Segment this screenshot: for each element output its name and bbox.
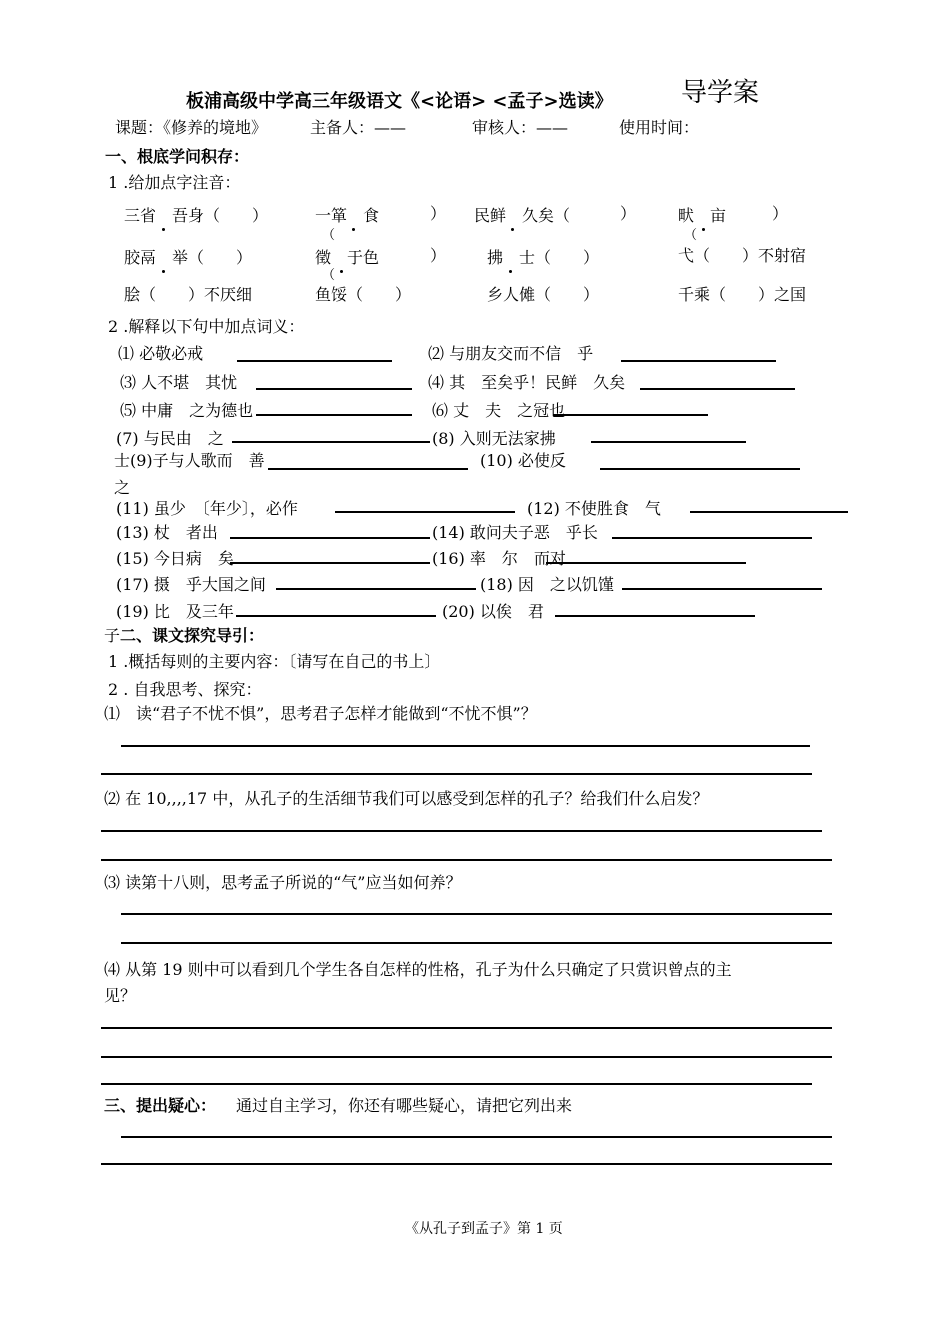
- answer-line[interactable]: [622, 588, 822, 590]
- section3-text: 通过自主学习，你还有哪些疑心，请把它列出来: [236, 1096, 573, 1115]
- definition-item: 子: [104, 626, 121, 645]
- answer-line[interactable]: [101, 830, 822, 832]
- answer-line[interactable]: [121, 913, 832, 915]
- definition-item: (16) 率 尔 而对: [432, 549, 566, 568]
- section2-q2: 2 . 自我思考、探究：: [108, 680, 262, 699]
- answer-line[interactable]: [101, 1056, 832, 1058]
- answer-line[interactable]: [230, 537, 430, 539]
- section2-q1: 1 .概括每则的主要内容：〔请写在自己的书上〕: [108, 652, 441, 671]
- emphasis-dot: [511, 228, 514, 231]
- definition-item: ⑴ 必敬必戒: [118, 344, 204, 363]
- page-footer: 《从孔子到孟子》第 1 页: [405, 1221, 563, 1237]
- definition-item: (19) 比 及三年: [116, 602, 234, 621]
- section2-heading: 二、课文探究导引：: [120, 626, 265, 645]
- answer-line[interactable]: [101, 859, 832, 861]
- section1-q1: 1 .给加点字注音：: [108, 173, 241, 192]
- answer-line[interactable]: [232, 441, 430, 443]
- emphasis-dot: [509, 270, 512, 273]
- meta-time: 使用时间：: [619, 118, 700, 137]
- page-title-tail: 导学案: [681, 78, 760, 108]
- meta-preparer: 主备人：——: [310, 118, 407, 137]
- pinyin-item: ）: [430, 246, 447, 265]
- definition-item: (17) 摄 乎大国之间: [116, 575, 266, 594]
- emphasis-dot: [352, 228, 355, 231]
- answer-line[interactable]: [101, 1027, 832, 1029]
- answer-line[interactable]: [600, 468, 800, 470]
- answer-line[interactable]: [690, 511, 848, 513]
- pinyin-item: 一箪 食: [315, 206, 380, 225]
- pinyin-item: 乡人傩（ ）: [487, 285, 600, 304]
- pinyin-item: （: [684, 228, 698, 243]
- answer-line[interactable]: [256, 388, 412, 390]
- definition-item: (12) 不使胜食 气: [527, 499, 661, 518]
- page-title: 板浦高级中学高三年级语文《<论语> <孟子>选读》: [186, 91, 613, 112]
- question-4: ⑷ 从第 19 则中可以看到几个学生各自怎样的性格，孔子为什么只确定了只赏识曾点的主: [104, 960, 732, 979]
- definition-item: (13) 杖 者出: [116, 523, 218, 542]
- answer-line[interactable]: [121, 942, 832, 944]
- meta-topic: 课题：《修养的境地》: [115, 118, 268, 137]
- emphasis-dot: [340, 270, 343, 273]
- answer-line[interactable]: [230, 562, 430, 564]
- definition-item: ⑹ 丈 夫 之冠也: [432, 401, 566, 420]
- pinyin-item: ）: [620, 204, 637, 223]
- question-3: ⑶ 读第十八则，思考孟子所说的“气”应当如何养？: [104, 873, 462, 892]
- pinyin-item: 弋（ ）不射宿: [678, 246, 807, 265]
- pinyin-item: 畎 亩: [678, 206, 727, 225]
- pinyin-item: ）: [430, 204, 447, 223]
- pinyin-item: 鱼馁（ ）: [315, 285, 412, 304]
- definition-item: (20) 以俟 君: [442, 602, 544, 621]
- definition-item: (11) 虽少 〔年少〕，必作: [116, 499, 298, 518]
- answer-line[interactable]: [237, 360, 392, 362]
- answer-line[interactable]: [268, 468, 468, 470]
- answer-line[interactable]: [236, 615, 436, 617]
- definition-item: ⑶ 人不堪 其忧: [120, 373, 238, 392]
- pinyin-item: 民鲜 久矣（: [474, 206, 571, 225]
- section3-heading: 三、提出疑心：: [104, 1096, 217, 1115]
- answer-line[interactable]: [546, 562, 746, 564]
- question-2: ⑵ 在 10,,,,17 中，从孔子的生活细节我们可以感受到怎样的孔子？给我们什么启发？: [104, 789, 709, 808]
- definition-item: 士(9)子与人歌而 善: [114, 451, 265, 470]
- answer-line[interactable]: [640, 388, 795, 390]
- emphasis-dot: [162, 270, 165, 273]
- emphasis-dot: [702, 228, 705, 231]
- definition-item: ⑸ 中庸 之为德也: [120, 401, 254, 420]
- answer-line[interactable]: [335, 511, 515, 513]
- definition-item: ⑷ 其 至矣乎！民鲜 久矣: [428, 373, 626, 392]
- definition-item: (18) 因 之以饥馑: [480, 575, 614, 594]
- answer-line[interactable]: [256, 414, 412, 416]
- answer-line[interactable]: [591, 441, 746, 443]
- pinyin-item: 徵 于色: [315, 248, 380, 267]
- definition-item: (8) 入则无法家拂: [432, 429, 556, 448]
- pinyin-item: 千乘（ ）之国: [678, 285, 807, 304]
- answer-line[interactable]: [621, 360, 776, 362]
- answer-line[interactable]: [101, 773, 812, 775]
- answer-line[interactable]: [276, 588, 476, 590]
- answer-line[interactable]: [101, 1163, 832, 1165]
- definition-item: (15) 今日病 矣: [116, 549, 234, 568]
- question-4-cont: 见？: [104, 986, 137, 1005]
- emphasis-dot: [162, 228, 165, 231]
- pinyin-item: 三省 吾身（ ）: [124, 206, 269, 225]
- question-1: ⑴ 读“君子不忧不惧”，思考君子怎样才能做到“不忧不惧”？: [104, 704, 537, 723]
- answer-line[interactable]: [553, 414, 708, 416]
- answer-line[interactable]: [612, 537, 812, 539]
- pinyin-item: 胶鬲 举（ ）: [124, 248, 253, 267]
- answer-line[interactable]: [555, 615, 755, 617]
- section1-q2: 2 .解释以下句中加点词义：: [108, 317, 305, 336]
- definition-item: 之: [114, 478, 131, 497]
- answer-line[interactable]: [101, 1083, 812, 1085]
- answer-line[interactable]: [121, 745, 810, 747]
- definition-item: (14) 敢问夫子恶 乎长: [432, 523, 598, 542]
- pinyin-item: （: [322, 268, 336, 283]
- pinyin-item: （: [322, 228, 336, 243]
- section1-heading: 一、根底学问积存：: [105, 147, 250, 166]
- definition-item: (7) 与民由 之: [116, 429, 224, 448]
- definition-item: ⑵ 与朋友交而不信 乎: [428, 344, 594, 363]
- meta-reviewer: 审核人：——: [472, 118, 569, 137]
- pinyin-item: ）: [772, 204, 789, 223]
- definition-item: (10) 必使反: [480, 451, 566, 470]
- pinyin-item: 脍（ ）不厌细: [124, 285, 253, 304]
- answer-line[interactable]: [121, 1136, 832, 1138]
- pinyin-item: 拂 士（ ）: [487, 248, 600, 267]
